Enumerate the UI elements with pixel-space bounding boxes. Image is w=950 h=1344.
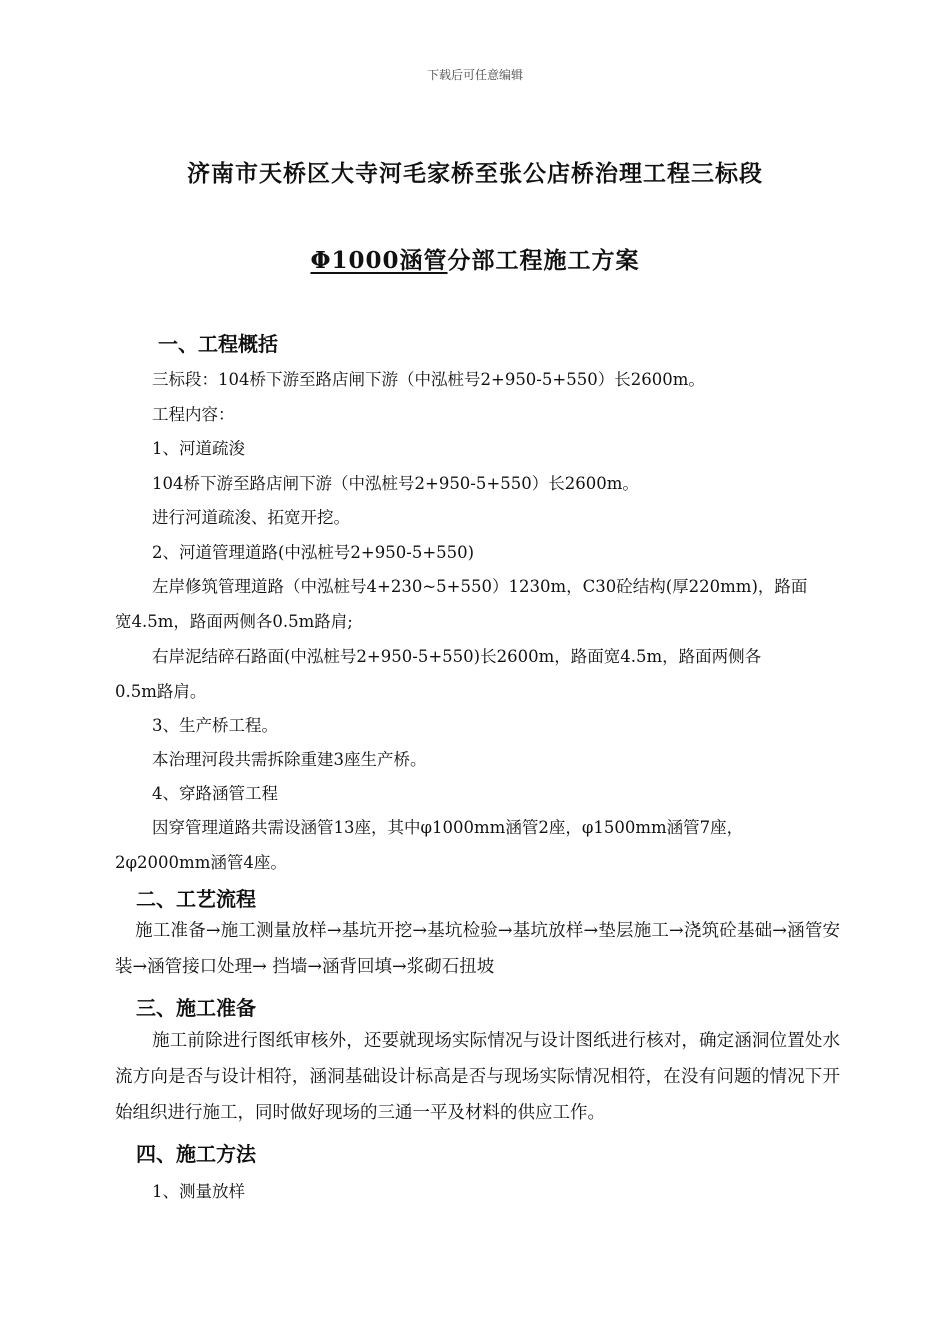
document-title-line2 [0,242,950,275]
title-underlined-part: Φ1000涵管 [310,247,448,274]
section3-heading: 三、施工准备 [136,996,256,1020]
section1-line: 左岸修筑管理道路（中泓桩号4+230~5+550）1230m，C30砼结构(厚220mm)，路面 [152,577,808,596]
section1-line: 工程内容： [152,405,235,424]
section1-line: 三标段：104桥下游至路店闸下游（中泓桩号2+950-5+550）长2600m。 [152,370,705,389]
section1-line: 本治理河段共需拆除重建3座生产桥。 [152,750,427,769]
section4-heading: 四、施工方法 [136,1142,256,1166]
section1-line: 右岸泥结碎石路面(中泓桩号2+950-5+550)长2600m，路面宽4.5m，路面两侧各 [152,647,762,666]
section1-line: 4、穿路涵管工程 [152,784,278,803]
section3-text: 施工前除进行图纸审核外，还要就现场实际情况与设计图纸进行核对，确定涵洞位置处水流方向是否与设计相符，涵洞基础设计标高是否与现场实际情况相符，在没有问题的情况下开始组织进行施工，同时做好现场的三通一平及材料的供应工作。 [115,1031,840,1123]
section1-line: 进行河道疏浚、拓宽开挖。 [152,508,350,527]
section1-line: 1、河道疏浚 [152,439,245,458]
section1-line: 宽4.5m，路面两侧各0.5m路肩; [115,612,353,631]
section1-line: 104桥下游至路店闸下游（中泓桩号2+950-5+550）长2600m。 [152,474,639,493]
document-title-line1: 济南市天桥区大寺河毛家桥至张公店桥治理工程三标段 [187,160,763,187]
title-rest: 分部工程施工方案 [447,247,640,274]
section2-heading: 二、工艺流程 [136,887,256,911]
section1-line: 2、河道管理道路(中泓桩号2+950-5+550) [152,543,475,562]
section4-sub1: 1、测量放样 [152,1182,245,1201]
section1-line: 3、生产桥工程。 [152,716,278,735]
section1-line: 2φ2000mm涵管4座。 [115,853,287,872]
section1-line: 0.5m路肩。 [115,682,207,701]
section2-text: 施工准备→施工测量放样→基坑开挖→基坑检验→基坑放样→垫层施工→浇筑砼基础→涵管安装→涵管接口处理→ 挡墙→涵背回填→浆砌石扭坡 [115,921,840,977]
section1-line: 因穿管理道路共需设涵管13座，其中φ1000mm涵管2座，φ1500mm涵管7座， [152,818,744,837]
header-note: 下载后可任意编辑 [426,68,523,82]
section1-heading: 一、工程概括 [158,332,278,356]
